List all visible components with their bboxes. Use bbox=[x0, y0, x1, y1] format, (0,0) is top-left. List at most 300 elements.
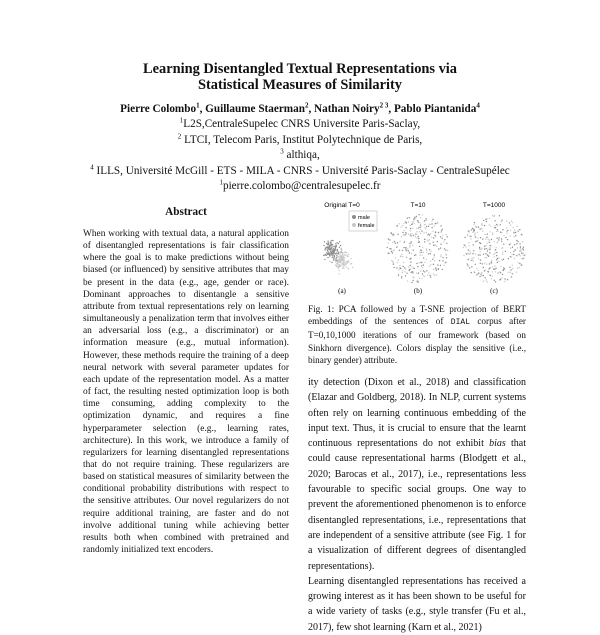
scatter-point bbox=[518, 262, 519, 263]
panel-label-c: (c) bbox=[490, 287, 498, 295]
scatter-point bbox=[403, 223, 404, 224]
scatter-point bbox=[501, 241, 502, 242]
scatter-point bbox=[512, 222, 513, 223]
scatter-point bbox=[412, 280, 413, 281]
scatter-point bbox=[496, 252, 497, 253]
scatter-point bbox=[486, 221, 487, 222]
scatter-point bbox=[487, 218, 488, 219]
scatter-point bbox=[487, 250, 488, 251]
scatter-point bbox=[434, 226, 435, 227]
aff-4-text: ILLS, Université McGill - ETS - MILA - CNRS - Université Paris-Saclay - CentraleSupélec bbox=[93, 164, 510, 177]
scatter-point bbox=[489, 218, 490, 219]
scatter-point bbox=[501, 277, 502, 278]
scatter-point bbox=[501, 221, 502, 222]
scatter-point bbox=[440, 265, 441, 266]
scatter-point bbox=[408, 266, 409, 267]
scatter-point bbox=[337, 250, 338, 251]
scatter-point bbox=[433, 269, 434, 270]
scatter-point bbox=[388, 238, 389, 239]
scatter-point bbox=[343, 262, 344, 263]
scatter-point bbox=[412, 222, 413, 223]
scatter-point bbox=[424, 224, 425, 225]
scatter-point bbox=[512, 268, 513, 269]
scatter-point bbox=[486, 279, 487, 280]
scatter-point bbox=[350, 263, 351, 264]
scatter-point bbox=[340, 262, 341, 263]
scatter-point bbox=[515, 249, 516, 250]
scatter-point bbox=[331, 240, 332, 241]
scatter-point bbox=[492, 215, 493, 216]
legend-male-marker bbox=[352, 215, 356, 219]
scatter-point bbox=[520, 249, 521, 250]
scatter-point bbox=[480, 259, 481, 260]
scatter-point bbox=[418, 273, 419, 274]
scatter-point bbox=[494, 253, 495, 254]
scatter-point bbox=[408, 251, 409, 252]
scatter-point bbox=[419, 246, 420, 247]
intro-column bbox=[308, 375, 526, 635]
scatter-point bbox=[496, 231, 497, 232]
scatter-point bbox=[479, 228, 480, 229]
scatter-point bbox=[522, 241, 523, 242]
scatter-point bbox=[424, 276, 425, 277]
scatter-point bbox=[445, 262, 446, 263]
scatter-point bbox=[495, 249, 496, 250]
scatter-point bbox=[424, 227, 425, 228]
legend-male-label: male bbox=[358, 215, 370, 221]
scatter-point bbox=[395, 243, 396, 244]
scatter-point bbox=[437, 223, 438, 224]
scatter-point bbox=[416, 231, 417, 232]
scatter-point bbox=[510, 230, 511, 231]
scatter-point bbox=[469, 253, 470, 254]
scatter-point bbox=[335, 261, 336, 262]
scatter-point bbox=[515, 232, 516, 233]
scatter-point bbox=[339, 255, 340, 256]
scatter-point bbox=[338, 261, 339, 262]
scatter-point bbox=[484, 249, 485, 250]
scatter-point bbox=[433, 264, 434, 265]
scatter-point bbox=[473, 250, 474, 251]
scatter-point bbox=[442, 269, 443, 270]
author-3-sup: 2 3 bbox=[379, 101, 389, 110]
scatter-point bbox=[482, 238, 483, 239]
scatter-point bbox=[426, 220, 427, 221]
scatter-point bbox=[437, 222, 438, 223]
scatter-point bbox=[437, 264, 438, 265]
scatter-point bbox=[391, 251, 392, 252]
scatter-point bbox=[399, 241, 400, 242]
scatter-point bbox=[479, 248, 480, 249]
scatter-point bbox=[465, 253, 466, 254]
scatter-point bbox=[503, 243, 504, 244]
scatter-point bbox=[422, 214, 423, 215]
scatter-point bbox=[415, 236, 416, 237]
scatter-point bbox=[498, 237, 499, 238]
scatter-point bbox=[478, 258, 479, 259]
scatter-point bbox=[421, 255, 422, 256]
scatter-point bbox=[333, 258, 334, 259]
scatter-point bbox=[402, 225, 403, 226]
scatter-point bbox=[507, 239, 508, 240]
scatter-point bbox=[432, 219, 433, 220]
scatter-point bbox=[338, 243, 339, 244]
email-sup: 1 bbox=[219, 178, 223, 187]
scatter-point bbox=[478, 254, 479, 255]
scatter-point bbox=[387, 247, 388, 248]
scatter-point bbox=[412, 245, 413, 246]
scatter-point bbox=[423, 232, 424, 233]
scatter-point bbox=[468, 265, 469, 266]
scatter-point bbox=[429, 243, 430, 244]
scatter-point bbox=[494, 215, 495, 216]
scatter-point bbox=[518, 254, 519, 255]
scatter-point bbox=[423, 275, 424, 276]
scatter-point bbox=[340, 258, 341, 259]
scatter-point bbox=[410, 230, 411, 231]
scatter-point bbox=[473, 260, 474, 261]
scatter-point bbox=[483, 275, 484, 276]
scatter-point bbox=[431, 237, 432, 238]
scatter-point bbox=[336, 257, 337, 258]
scatter-point bbox=[481, 248, 482, 249]
author-4: Pablo Piantanida bbox=[393, 103, 477, 115]
scatter-point bbox=[420, 270, 421, 271]
scatter-point bbox=[432, 231, 433, 232]
scatter-point bbox=[335, 260, 336, 261]
scatter-point bbox=[420, 252, 421, 253]
scatter-point bbox=[406, 273, 407, 274]
scatter-point bbox=[401, 254, 402, 255]
scatter-point bbox=[335, 243, 336, 244]
scatter-point bbox=[492, 271, 493, 272]
scatter-point bbox=[402, 256, 403, 257]
scatter-point bbox=[435, 232, 436, 233]
scatter-point bbox=[472, 232, 473, 233]
scatter-point bbox=[434, 254, 435, 255]
scatter-point bbox=[409, 245, 410, 246]
scatter-point bbox=[394, 249, 395, 250]
scatter-point bbox=[430, 276, 431, 277]
scatter-point bbox=[485, 245, 486, 246]
scatter-point bbox=[390, 248, 391, 249]
scatter-point bbox=[324, 249, 325, 250]
scatter-point bbox=[507, 272, 508, 273]
scatter-point bbox=[485, 257, 486, 258]
scatter-point bbox=[468, 249, 469, 250]
scatter-point bbox=[430, 253, 431, 254]
scatter-point bbox=[324, 259, 325, 260]
scatter-point bbox=[440, 231, 441, 232]
caption-text-2: corpus after T=0,10,1000 iterations of our framework (based on Sinkhorn divergence). Colors display the sensitive (i.e., binary gender) attribute. bbox=[308, 316, 526, 365]
scatter-point bbox=[491, 278, 492, 279]
scatter-point bbox=[497, 273, 498, 274]
scatter-point bbox=[407, 218, 408, 219]
scatter-point bbox=[421, 230, 422, 231]
scatter-point bbox=[338, 270, 339, 271]
scatter-point bbox=[441, 230, 442, 231]
scatter-point bbox=[431, 220, 432, 221]
figure-caption bbox=[308, 303, 526, 366]
scatter-point bbox=[463, 255, 464, 256]
scatter-point bbox=[400, 268, 401, 269]
scatter-point bbox=[500, 266, 501, 267]
scatter-point bbox=[487, 271, 488, 272]
scatter-point bbox=[517, 267, 518, 268]
scatter-point bbox=[410, 261, 411, 262]
scatter-point bbox=[518, 230, 519, 231]
scatter-point bbox=[501, 238, 502, 239]
scatter-point bbox=[443, 241, 444, 242]
scatter-point bbox=[464, 237, 465, 238]
abstract-body: When working with textual data, a natural application of disentangled representations is fair classification where the goal is to make predictions without being biased (or influenced) by sensitive attributes that may be present in the data (e.g., age, gender or race). Dominant approaches to disentangle a sensitive attribute from textual representations rely on learning simultaneously a penalization term that involves either an adversarial loss (e.g., a discriminator) or an information measure (e.g., mutual information). However, these methods require the training of a deep neural network with several parameter updates for each update of the representation model. As a matter of fact, the resulting nested optimization loop is both time consuming, adding complexity to the optimization dynamic, and requires a fine hyperparameter selection (e.g., learning rates, architecture). In this work, we introduce a family of regularizers for learning disentangled representations that do not require training. These regularizers are based on statistical measures of similarity between the conditional probability distributions with respect to the sensitive attributes. Our novel regularizers do not require additional training, are faster and do not involve additional tuning while achieving better results both when combined with pretrained and randomly initialized text encoders. bbox=[83, 229, 289, 556]
scatter-point bbox=[484, 263, 485, 264]
email-text[interactable]: pierre.colombo@centralesupelec.fr bbox=[222, 180, 381, 193]
scatter-point bbox=[409, 217, 410, 218]
scatter-point bbox=[501, 232, 502, 233]
scatter-point bbox=[498, 239, 499, 240]
scatter-point bbox=[326, 252, 327, 253]
author-email[interactable] bbox=[40, 179, 560, 194]
scatter-point bbox=[399, 265, 400, 266]
scatter-point bbox=[497, 238, 498, 239]
scatter-point bbox=[463, 247, 464, 248]
scatter-point bbox=[341, 255, 342, 256]
scatter-point bbox=[336, 252, 337, 253]
scatter-point bbox=[507, 279, 508, 280]
scatter-point bbox=[440, 244, 441, 245]
scatter-point bbox=[329, 245, 330, 246]
scatter-point bbox=[494, 256, 495, 257]
author-2-sup: 2 bbox=[304, 101, 309, 110]
scatter-point bbox=[341, 256, 342, 257]
scatter-point bbox=[411, 282, 412, 283]
scatter-point bbox=[475, 241, 476, 242]
scatter-point bbox=[473, 253, 474, 254]
scatter-point bbox=[516, 226, 517, 227]
scatter-point bbox=[340, 252, 341, 253]
scatter-point bbox=[479, 276, 480, 277]
scatter-point bbox=[480, 243, 481, 244]
scatter-point bbox=[513, 227, 514, 228]
scatter-point bbox=[477, 270, 478, 271]
scatter-point bbox=[325, 247, 326, 248]
scatter-point bbox=[469, 267, 470, 268]
scatter-point bbox=[508, 258, 509, 259]
scatter-point bbox=[500, 232, 501, 233]
scatter-point bbox=[490, 275, 491, 276]
scatter-point bbox=[404, 230, 405, 231]
scatter-point bbox=[340, 260, 341, 261]
scatter-point bbox=[485, 238, 486, 239]
scatter-point bbox=[433, 237, 434, 238]
scatter-point bbox=[411, 253, 412, 254]
scatter-point bbox=[436, 245, 437, 246]
scatter-point bbox=[489, 239, 490, 240]
scatter-point bbox=[496, 247, 497, 248]
scatter-point bbox=[514, 244, 515, 245]
scatter-point bbox=[423, 264, 424, 265]
scatter-point bbox=[489, 247, 490, 248]
scatter-point bbox=[413, 221, 414, 222]
affiliation-1 bbox=[40, 117, 560, 132]
scatter-point bbox=[433, 242, 434, 243]
scatter-point bbox=[524, 254, 525, 255]
scatter-point bbox=[403, 235, 404, 236]
scatter-point bbox=[336, 246, 337, 247]
scatter-point bbox=[517, 241, 518, 242]
scatter-point bbox=[404, 242, 405, 243]
scatter-point bbox=[400, 256, 401, 257]
legend-female-label: female bbox=[358, 223, 375, 229]
scatter-point bbox=[335, 249, 336, 250]
scatter-point bbox=[397, 262, 398, 263]
scatter-point bbox=[328, 248, 329, 249]
scatter-point bbox=[498, 261, 499, 262]
scatter-point bbox=[510, 256, 511, 257]
scatter-point bbox=[503, 235, 504, 236]
scatter-point bbox=[401, 236, 402, 237]
scatter-point bbox=[409, 243, 410, 244]
author-1-sup: 1 bbox=[196, 101, 200, 110]
scatter-point bbox=[331, 262, 332, 263]
scatter-point bbox=[494, 227, 495, 228]
scatter-point bbox=[389, 239, 390, 240]
scatter-point bbox=[511, 276, 512, 277]
scatter-point bbox=[418, 238, 419, 239]
scatter-point bbox=[484, 225, 485, 226]
panel-label-a: (a) bbox=[338, 287, 346, 295]
scatter-point bbox=[519, 229, 520, 230]
abstract-heading: Abstract bbox=[165, 206, 207, 218]
scatter-point bbox=[500, 224, 501, 225]
scatter-point bbox=[493, 254, 494, 255]
scatter-point bbox=[519, 243, 520, 244]
scatter-point bbox=[434, 260, 435, 261]
scatter-point bbox=[522, 248, 523, 249]
scatter-point bbox=[476, 268, 477, 269]
scatter-point bbox=[495, 271, 496, 272]
scatter-point bbox=[327, 257, 328, 258]
aff-1-text: L2S,CentraleSupelec CNRS Universite Paris-Saclay, bbox=[183, 118, 421, 131]
scatter-point bbox=[435, 267, 436, 268]
scatter-point bbox=[510, 272, 511, 273]
scatter-point bbox=[483, 281, 484, 282]
scatter-point bbox=[388, 242, 389, 243]
scatter-point bbox=[435, 223, 436, 224]
scatter-point bbox=[338, 266, 339, 267]
scatter-point bbox=[419, 254, 420, 255]
scatter-point bbox=[480, 251, 481, 252]
scatter-point bbox=[406, 250, 407, 251]
scatter-point bbox=[511, 220, 512, 221]
scatter-point bbox=[400, 226, 401, 227]
scatter-point bbox=[392, 242, 393, 243]
scatter-point bbox=[424, 221, 425, 222]
scatter-point bbox=[398, 274, 399, 275]
scatter-point bbox=[487, 242, 488, 243]
scatter-point bbox=[425, 218, 426, 219]
scatter-point bbox=[410, 228, 411, 229]
scatter-point bbox=[490, 225, 491, 226]
scatter-point bbox=[521, 234, 522, 235]
scatter-point bbox=[401, 276, 402, 277]
scatter-point bbox=[440, 256, 441, 257]
scatter-point bbox=[495, 225, 496, 226]
scatter-point bbox=[474, 232, 475, 233]
scatter-point bbox=[465, 246, 466, 247]
scatter-point bbox=[346, 263, 347, 264]
scatter-point bbox=[430, 251, 431, 252]
scatter-point bbox=[516, 255, 517, 256]
scatter-point bbox=[335, 253, 336, 254]
scatter-point bbox=[468, 242, 469, 243]
scatter-point bbox=[341, 248, 342, 249]
scatter-point bbox=[512, 247, 513, 248]
scatter-point bbox=[405, 247, 406, 248]
scatter-point bbox=[342, 254, 343, 255]
scatter-point bbox=[469, 251, 470, 252]
scatter-point bbox=[481, 228, 482, 229]
scatter-point bbox=[332, 257, 333, 258]
scatter-point bbox=[339, 256, 340, 257]
scatter-point bbox=[477, 232, 478, 233]
scatter-point bbox=[502, 274, 503, 275]
scatter-point bbox=[336, 266, 337, 267]
scatter-point bbox=[344, 262, 345, 263]
figure-1 bbox=[306, 199, 530, 299]
tsne-figure bbox=[306, 199, 530, 299]
scatter-point bbox=[429, 249, 430, 250]
scatter-point bbox=[489, 263, 490, 264]
scatter-point bbox=[402, 250, 403, 251]
scatter-point bbox=[489, 224, 490, 225]
scatter-point bbox=[418, 221, 419, 222]
scatter-point bbox=[495, 281, 496, 282]
scatter-point bbox=[345, 254, 346, 255]
scatter-point bbox=[480, 237, 481, 238]
scatter-point bbox=[446, 243, 447, 244]
scatter-point bbox=[487, 281, 488, 282]
scatter-point bbox=[339, 241, 340, 242]
scatter-point bbox=[468, 230, 469, 231]
scatter-point bbox=[479, 247, 480, 248]
scatter-point bbox=[502, 252, 503, 253]
scatter-point bbox=[420, 233, 421, 234]
scatter-point bbox=[413, 250, 414, 251]
scatter-point bbox=[481, 275, 482, 276]
scatter-point bbox=[429, 224, 430, 225]
scatter-point bbox=[497, 241, 498, 242]
scatter-point bbox=[395, 257, 396, 258]
scatter-point bbox=[513, 232, 514, 233]
panel-label-b: (b) bbox=[413, 287, 423, 295]
scatter-point bbox=[510, 252, 511, 253]
scatter-point bbox=[429, 275, 430, 276]
caption-text-1: Fig. 1: PCA followed by a T-SNE projection of BERT embeddings of the sentences of bbox=[308, 304, 526, 327]
scatter-point bbox=[323, 255, 324, 256]
scatter-point bbox=[398, 269, 399, 270]
scatter-point bbox=[397, 242, 398, 243]
scatter-point bbox=[344, 257, 345, 258]
scatter-point bbox=[423, 270, 424, 271]
scatter-point bbox=[340, 245, 341, 246]
scatter-point bbox=[481, 223, 482, 224]
scatter-point bbox=[337, 249, 338, 250]
affiliation-4 bbox=[40, 164, 560, 179]
scatter-point bbox=[424, 262, 425, 263]
scatter-point bbox=[391, 260, 392, 261]
